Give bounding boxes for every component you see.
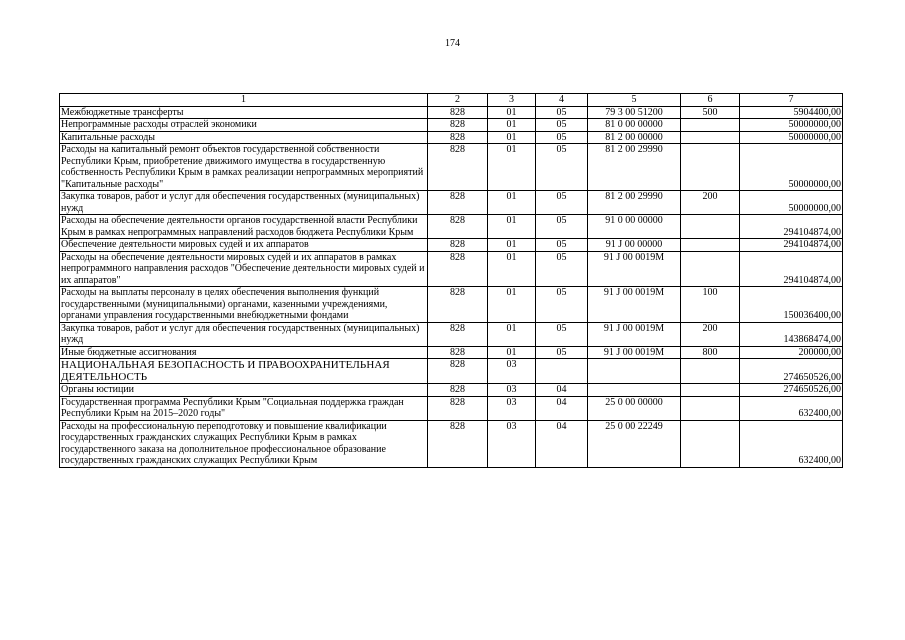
table-row	[60, 119, 843, 132]
subsection-code-cell: 05	[536, 191, 588, 215]
section-code-cell: 01	[488, 119, 536, 132]
header-cell-4: 4	[536, 94, 588, 107]
expense-type-cell	[681, 215, 740, 239]
expense-name-cell: Обеспечение деятельности мировых судей и их аппаратов	[60, 239, 428, 252]
expense-type-cell	[681, 359, 740, 384]
section-code-cell: 01	[488, 322, 536, 346]
ministry-code-cell: 828	[428, 287, 488, 323]
target-article-cell: 81 2 00 00000	[588, 131, 681, 144]
amount-cell: 294104874,00	[740, 239, 843, 252]
subsection-code-cell: 05	[536, 287, 588, 323]
amount-cell: 200000,00	[740, 346, 843, 359]
subsection-code-cell: 05	[536, 119, 588, 132]
target-article-cell: 91 J 00 0019M	[588, 251, 681, 287]
expense-name-cell: Непрограммные расходы отраслей экономики	[60, 119, 428, 132]
expense-name-cell: Капитальные расходы	[60, 131, 428, 144]
section-code-cell: 01	[488, 191, 536, 215]
target-article-cell: 91 J 00 00000	[588, 239, 681, 252]
section-code-cell: 01	[488, 131, 536, 144]
amount-cell: 50000000,00	[740, 131, 843, 144]
target-article-cell: 91 J 00 0019M	[588, 322, 681, 346]
section-code-cell: 01	[488, 215, 536, 239]
section-code-cell: 01	[488, 287, 536, 323]
ministry-code-cell: 828	[428, 119, 488, 132]
ministry-code-cell: 828	[428, 239, 488, 252]
expense-type-cell	[681, 144, 740, 191]
header-cell-1: 1	[60, 94, 428, 107]
amount-cell: 274650526,00	[740, 384, 843, 397]
expense-name-cell: Иные бюджетные ассигнования	[60, 346, 428, 359]
target-article-cell	[588, 384, 681, 397]
expense-type-cell	[681, 384, 740, 397]
section-code-cell: 01	[488, 106, 536, 119]
expense-name-cell: Органы юстиции	[60, 384, 428, 397]
amount-cell: 50000000,00	[740, 144, 843, 191]
target-article-cell: 25 0 00 22249	[588, 420, 681, 467]
target-article-cell: 91 0 00 00000	[588, 215, 681, 239]
expense-type-cell	[681, 131, 740, 144]
table-row	[60, 131, 843, 144]
table-header-row	[60, 94, 843, 107]
expense-type-cell	[681, 239, 740, 252]
ministry-code-cell: 828	[428, 346, 488, 359]
subsection-code-cell	[536, 359, 588, 384]
expense-type-cell: 200	[681, 322, 740, 346]
table-row	[60, 346, 843, 359]
expense-type-cell: 800	[681, 346, 740, 359]
table-row	[60, 420, 843, 467]
section-code-cell: 01	[488, 144, 536, 191]
ministry-code-cell: 828	[428, 191, 488, 215]
subsection-code-cell: 05	[536, 144, 588, 191]
section-code-cell: 01	[488, 251, 536, 287]
ministry-code-cell: 828	[428, 215, 488, 239]
expense-type-cell: 200	[681, 191, 740, 215]
header-cell-5: 5	[588, 94, 681, 107]
expense-name-cell: Закупка товаров, работ и услуг для обеспечения государственных (муниципальных) нужд	[60, 322, 428, 346]
table-row	[60, 384, 843, 397]
amount-cell: 150036400,00	[740, 287, 843, 323]
table-row	[60, 215, 843, 239]
subsection-code-cell: 04	[536, 396, 588, 420]
table-row	[60, 251, 843, 287]
expense-type-cell: 500	[681, 106, 740, 119]
amount-cell: 50000000,00	[740, 191, 843, 215]
amount-cell: 50000000,00	[740, 119, 843, 132]
subsection-code-cell: 05	[536, 131, 588, 144]
subsection-code-cell: 05	[536, 322, 588, 346]
target-article-cell: 79 3 00 51200	[588, 106, 681, 119]
target-article-cell: 91 J 00 0019M	[588, 287, 681, 323]
expense-name-cell: Расходы на профессиональную переподготовку и повышение квалификации государственных гражданских служащих Республики Крым в рамках государственного заказа на дополнительное профессиональное образование государственных гражданских служащих Республики Крым	[60, 420, 428, 467]
expense-name-cell: Расходы на обеспечение деятельности органов государственной власти Республики Крым в рамках непрограммных направлений расходов бюджета Республики Крым	[60, 215, 428, 239]
ministry-code-cell: 828	[428, 420, 488, 467]
amount-cell: 294104874,00	[740, 215, 843, 239]
ministry-code-cell: 828	[428, 131, 488, 144]
table-row	[60, 239, 843, 252]
ministry-code-cell: 828	[428, 384, 488, 397]
section-code-cell: 03	[488, 396, 536, 420]
target-article-cell: 81 2 00 29990	[588, 144, 681, 191]
target-article-cell: 81 0 00 00000	[588, 119, 681, 132]
expense-name-cell: Расходы на обеспечение деятельности мировых судей и их аппаратов в рамках непрограммного направления расходов "Обеспечение деятельности мировых судей и их аппаратов"	[60, 251, 428, 287]
section-code-cell: 01	[488, 346, 536, 359]
budget-table	[59, 93, 843, 468]
header-cell-6: 6	[681, 94, 740, 107]
subsection-code-cell: 05	[536, 215, 588, 239]
amount-cell: 274650526,00	[740, 359, 843, 384]
amount-cell: 632400,00	[740, 396, 843, 420]
table-row	[60, 287, 843, 323]
table-row	[60, 144, 843, 191]
amount-cell: 143868474,00	[740, 322, 843, 346]
target-article-cell: 81 2 00 29990	[588, 191, 681, 215]
ministry-code-cell: 828	[428, 251, 488, 287]
header-cell-2: 2	[428, 94, 488, 107]
section-code-cell: 03	[488, 384, 536, 397]
section-code-cell: 03	[488, 420, 536, 467]
expense-type-cell: 100	[681, 287, 740, 323]
expense-type-cell	[681, 420, 740, 467]
ministry-code-cell: 828	[428, 106, 488, 119]
amount-cell: 632400,00	[740, 420, 843, 467]
ministry-code-cell: 828	[428, 396, 488, 420]
header-cell-7: 7	[740, 94, 843, 107]
subsection-code-cell: 05	[536, 346, 588, 359]
amount-cell: 5904400,00	[740, 106, 843, 119]
subsection-code-cell: 04	[536, 384, 588, 397]
target-article-cell: 91 J 00 0019M	[588, 346, 681, 359]
expense-type-cell	[681, 119, 740, 132]
expense-name-cell: НАЦИОНАЛЬНАЯ БЕЗОПАСНОСТЬ И ПРАВООХРАНИТЕЛЬНАЯ ДЕЯТЕЛЬНОСТЬ	[60, 359, 428, 384]
ministry-code-cell: 828	[428, 322, 488, 346]
header-cell-3: 3	[488, 94, 536, 107]
subsection-code-cell: 05	[536, 239, 588, 252]
expense-name-cell: Расходы на капитальный ремонт объектов государственной собственности Республики Крым, приобретение движимого имущества в государственную собственность Республики Крым в рамках реализации непрограммных мероприятий "Капитальные расходы"	[60, 144, 428, 191]
expense-name-cell: Расходы на выплаты персоналу в целях обеспечения выполнения функций государственными (муниципальными) органами, казенными учреждениями, органами управления государственными внебюджетными фондами	[60, 287, 428, 323]
table-row	[60, 191, 843, 215]
subsection-code-cell: 05	[536, 106, 588, 119]
target-article-cell	[588, 359, 681, 384]
subsection-code-cell: 05	[536, 251, 588, 287]
table-row	[60, 106, 843, 119]
expense-name-cell: Государственная программа Республики Крым "Социальная поддержка граждан Республики Крым на 2015–2020 годы"	[60, 396, 428, 420]
table-row	[60, 396, 843, 420]
section-code-cell: 01	[488, 239, 536, 252]
expense-name-cell: Межбюджетные трансферты	[60, 106, 428, 119]
ministry-code-cell: 828	[428, 144, 488, 191]
page-number: 174	[445, 38, 460, 49]
amount-cell: 294104874,00	[740, 251, 843, 287]
table-row	[60, 359, 843, 384]
table-row	[60, 322, 843, 346]
target-article-cell: 25 0 00 00000	[588, 396, 681, 420]
expense-type-cell	[681, 251, 740, 287]
expense-type-cell	[681, 396, 740, 420]
ministry-code-cell: 828	[428, 359, 488, 384]
expense-name-cell: Закупка товаров, работ и услуг для обеспечения государственных (муниципальных) нужд	[60, 191, 428, 215]
section-code-cell: 03	[488, 359, 536, 384]
subsection-code-cell: 04	[536, 420, 588, 467]
